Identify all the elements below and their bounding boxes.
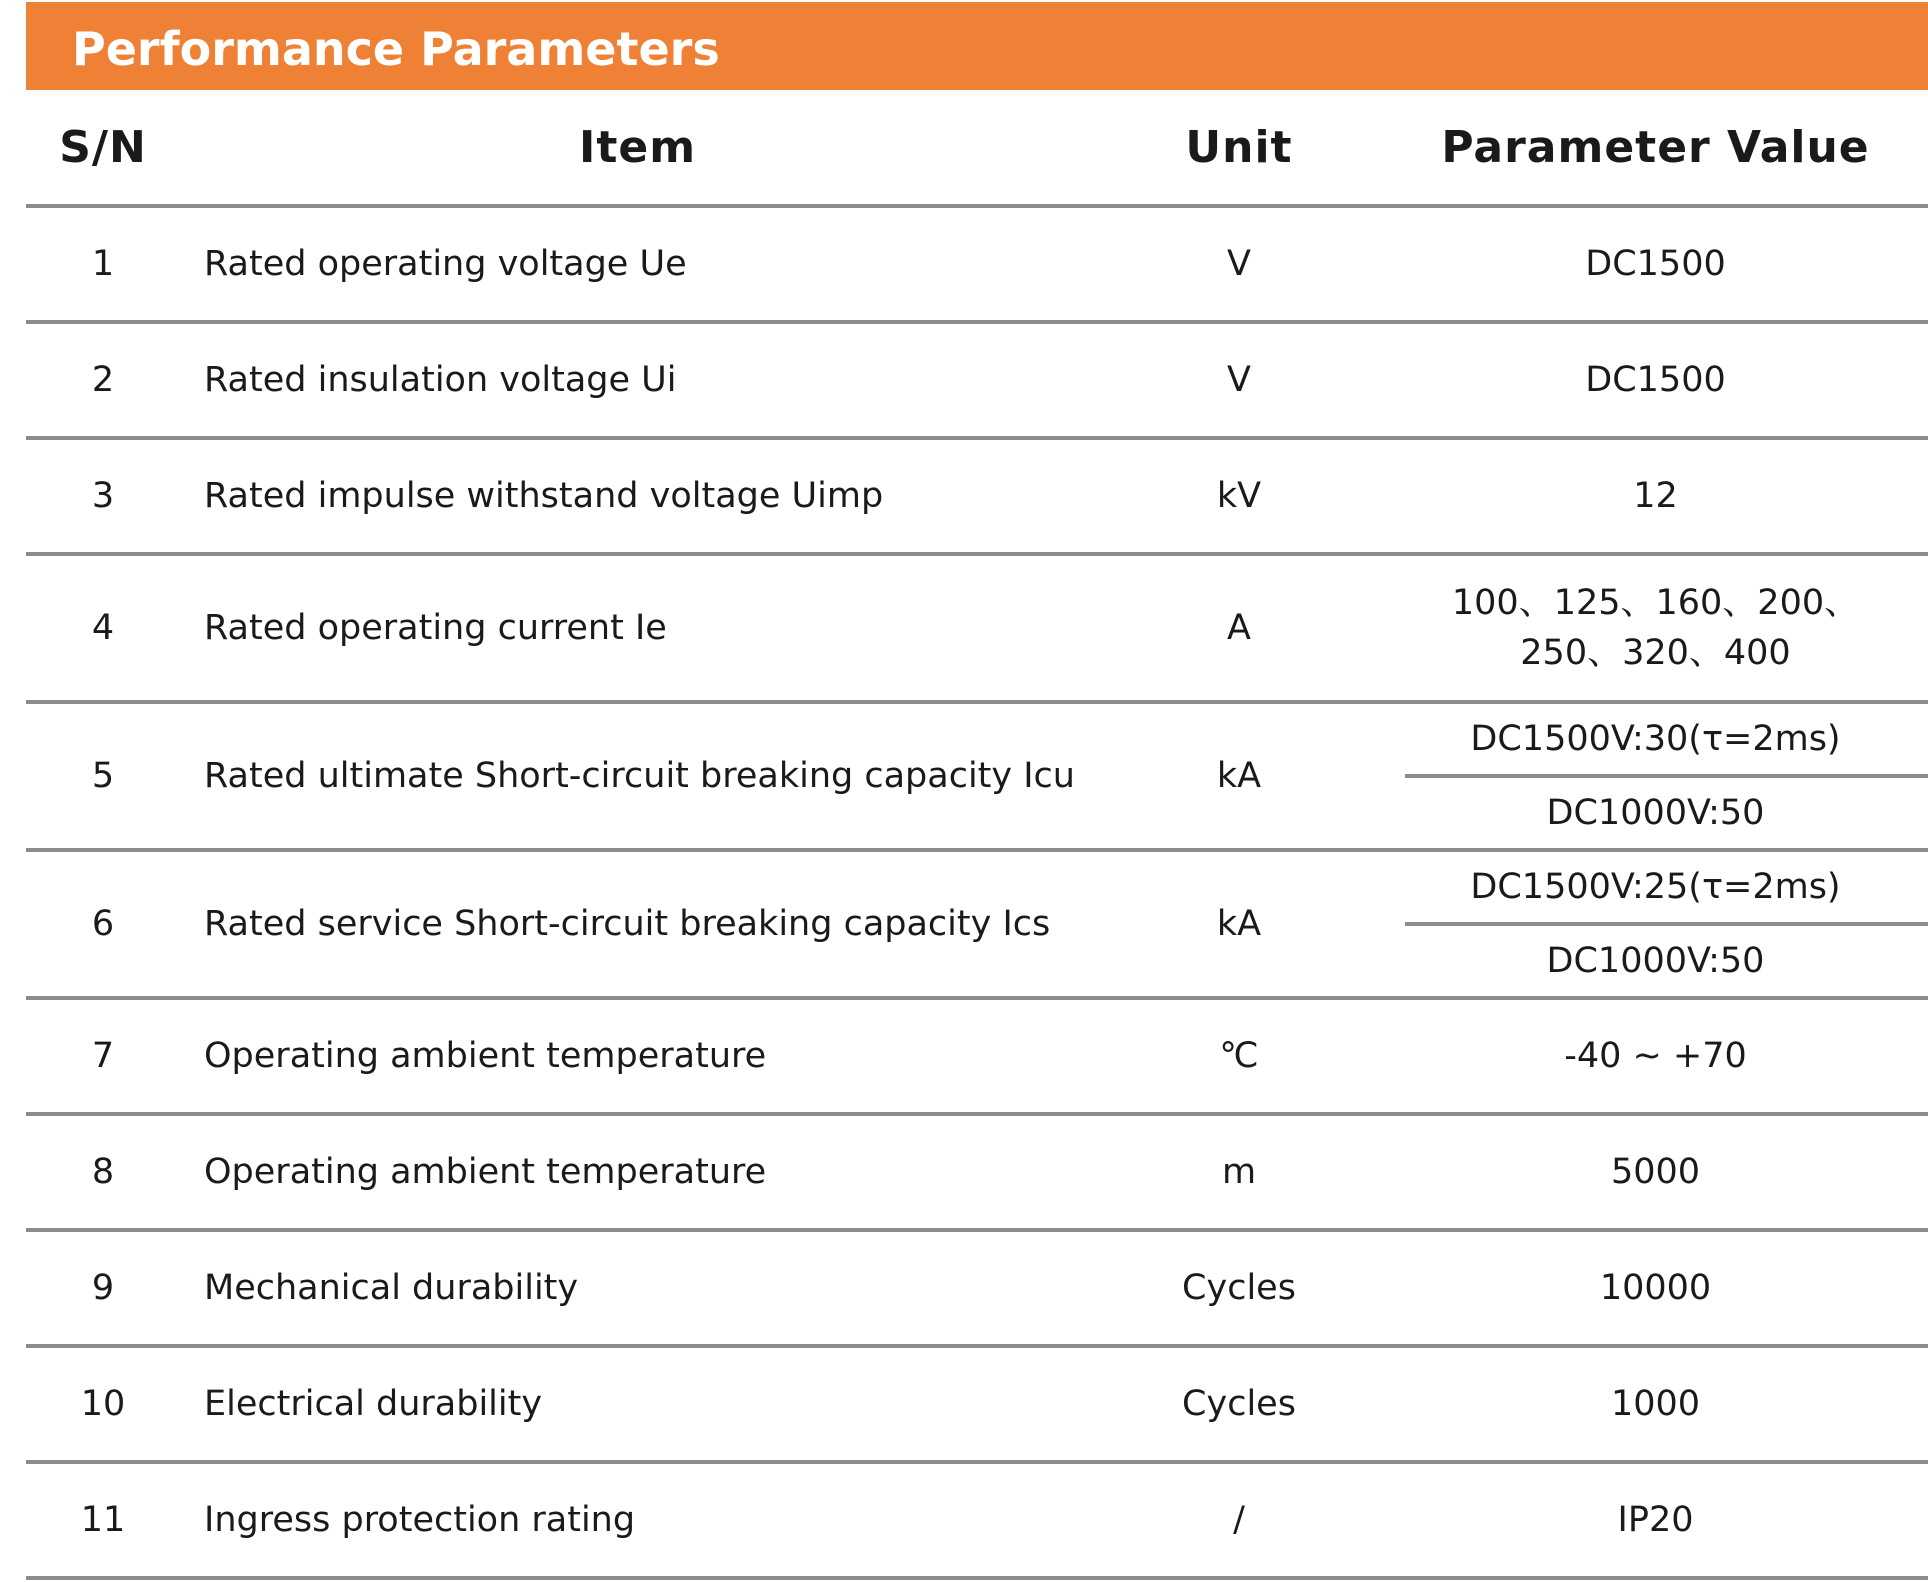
row-sn: 2 xyxy=(26,322,180,438)
row-unit: / xyxy=(1095,1462,1383,1578)
row-value xyxy=(1383,850,1928,998)
table-header-row xyxy=(26,90,1928,206)
row-value-sub: DC1000V:50 xyxy=(1546,941,1765,981)
table-row xyxy=(26,206,1928,322)
table-row xyxy=(26,322,1928,438)
row-value-line: 250、320、400 xyxy=(1520,633,1791,673)
row-unit: kA xyxy=(1095,702,1383,850)
row-sn: 3 xyxy=(26,438,180,554)
row-unit: kA xyxy=(1095,850,1383,998)
table-row xyxy=(26,998,1928,1114)
row-item: Rated ultimate Short-circuit breaking capacity Icu xyxy=(180,702,1095,850)
column-header-value: Parameter Value xyxy=(1383,90,1928,206)
column-header-item: Item xyxy=(180,90,1095,206)
table-row xyxy=(26,554,1928,702)
row-sn: 6 xyxy=(26,850,180,998)
row-sn: 1 xyxy=(26,206,180,322)
row-value: IP20 xyxy=(1383,1462,1928,1578)
row-unit: Cycles xyxy=(1095,1346,1383,1462)
row-item: Rated impulse withstand voltage Uimp xyxy=(180,438,1095,554)
column-header-sn: S/N xyxy=(26,90,180,206)
row-unit: V xyxy=(1095,322,1383,438)
row-value-sub: DC1000V:50 xyxy=(1546,793,1765,833)
row-item: Rated insulation voltage Ui xyxy=(180,322,1095,438)
row-item: Operating ambient temperature xyxy=(180,998,1095,1114)
performance-parameters-table xyxy=(26,90,1928,1580)
table-row xyxy=(26,1462,1928,1578)
row-value-sub: DC1500V:25(τ=2ms) xyxy=(1405,852,1928,926)
row-unit: A xyxy=(1095,554,1383,702)
row-value: 1000 xyxy=(1383,1346,1928,1462)
row-sn: 5 xyxy=(26,702,180,850)
row-sn: 10 xyxy=(26,1346,180,1462)
row-unit: V xyxy=(1095,206,1383,322)
row-item: Rated operating current Ie xyxy=(180,554,1095,702)
table-row xyxy=(26,1114,1928,1230)
row-value: DC1500 xyxy=(1383,322,1928,438)
row-value-line: 100、125、160、200、 xyxy=(1451,583,1860,623)
column-header-unit: Unit xyxy=(1095,90,1383,206)
row-unit: kV xyxy=(1095,438,1383,554)
row-value: DC1500 xyxy=(1383,206,1928,322)
section-header-banner xyxy=(26,2,1928,90)
row-value: 10000 xyxy=(1383,1230,1928,1346)
row-unit: ℃ xyxy=(1095,998,1383,1114)
row-unit: Cycles xyxy=(1095,1230,1383,1346)
row-value xyxy=(1383,554,1928,702)
row-item: Operating ambient temperature xyxy=(180,1114,1095,1230)
row-value: 5000 xyxy=(1383,1114,1928,1230)
row-item: Rated operating voltage Ue xyxy=(180,206,1095,322)
table-row xyxy=(26,702,1928,850)
row-sn: 11 xyxy=(26,1462,180,1578)
row-value: 12 xyxy=(1383,438,1928,554)
row-item: Electrical durability xyxy=(180,1346,1095,1462)
table-row xyxy=(26,1230,1928,1346)
table-row xyxy=(26,1346,1928,1462)
row-sn: 9 xyxy=(26,1230,180,1346)
table-row xyxy=(26,438,1928,554)
row-item: Mechanical durability xyxy=(180,1230,1095,1346)
row-sn: 4 xyxy=(26,554,180,702)
row-sn: 7 xyxy=(26,998,180,1114)
table-row xyxy=(26,850,1928,998)
row-value: -40 ~ +70 xyxy=(1383,998,1928,1114)
row-value-sub: DC1500V:30(τ=2ms) xyxy=(1405,704,1928,778)
row-item: Ingress protection rating xyxy=(180,1462,1095,1578)
row-unit: m xyxy=(1095,1114,1383,1230)
row-item: Rated service Short-circuit breaking capacity Ics xyxy=(180,850,1095,998)
row-sn: 8 xyxy=(26,1114,180,1230)
row-value xyxy=(1383,702,1928,850)
section-title: Performance Parameters xyxy=(72,22,720,76)
